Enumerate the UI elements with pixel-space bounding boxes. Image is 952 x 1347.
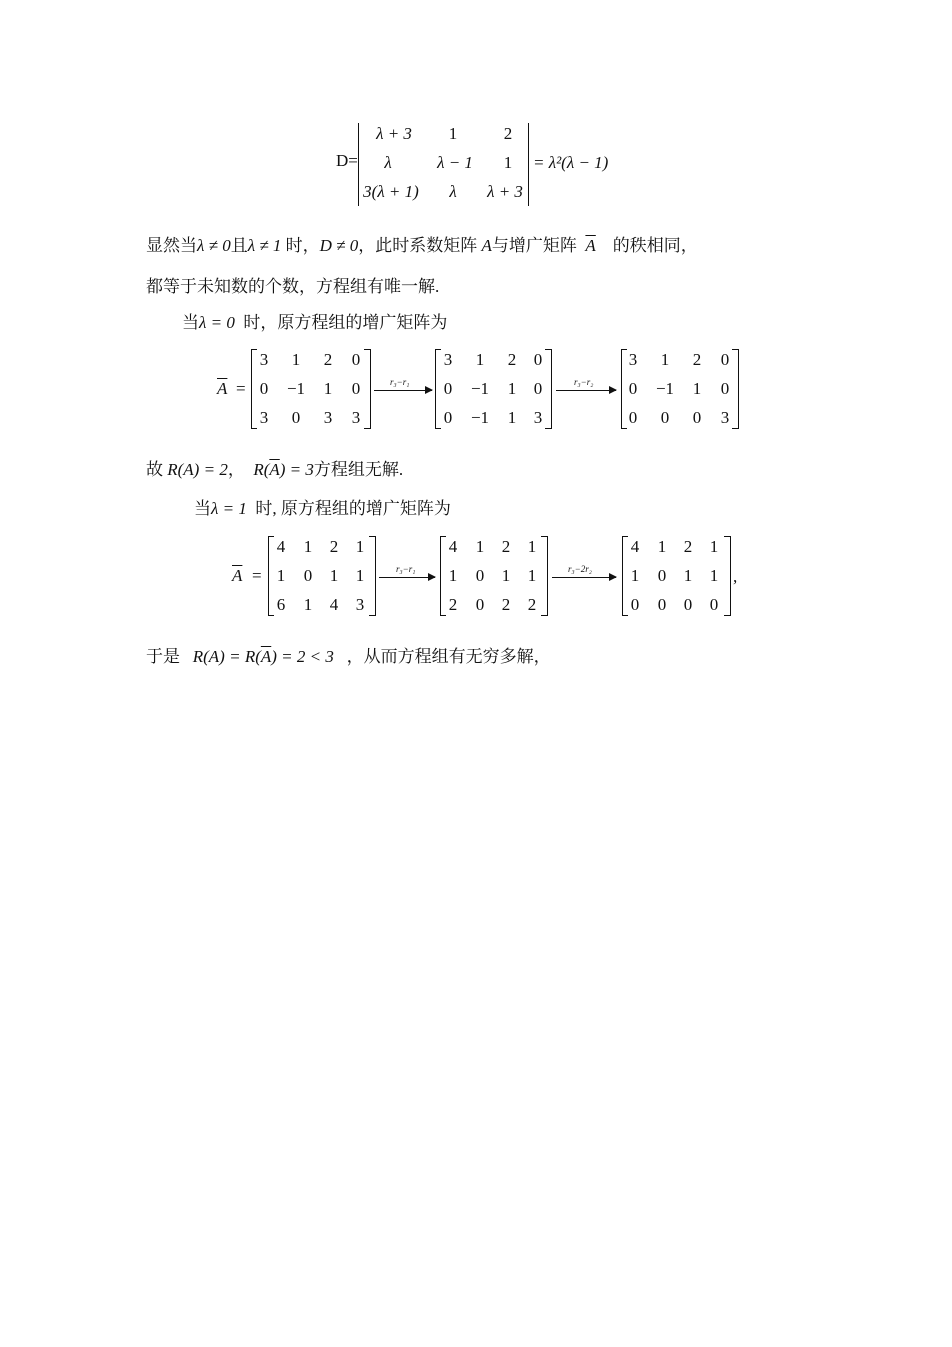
det-cell: λ − 1 (437, 153, 473, 172)
det-rhs: = λ²(λ − 1) (533, 153, 609, 172)
matrix-cell: 1 (355, 537, 365, 556)
matrix-cell: 3 (351, 408, 361, 427)
matrix-cell: 0 (709, 595, 719, 614)
text: 且 (230, 236, 248, 255)
matrix-cell: 6 (276, 595, 286, 614)
trailing-comma: , (733, 567, 738, 586)
math: R( (253, 460, 270, 479)
matrix-cell: 1 (475, 350, 485, 369)
row-op-label: r₃−2r₂ (568, 564, 592, 574)
augmented-A-label: $\overline{A}$ (232, 566, 243, 585)
matrix-cell: 3 (355, 595, 365, 614)
matrix-cell: 0 (303, 566, 313, 585)
text: ，此时系数矩阵 (358, 236, 478, 255)
matrix-cell: 0 (291, 408, 301, 427)
arrow-icon (552, 577, 616, 578)
math: ) = 3 (279, 460, 314, 479)
det-right-bar (528, 123, 529, 206)
matrix-cell: 4 (276, 537, 286, 556)
matrix-cell: −1 (470, 379, 490, 398)
matrix-cell: 3 (628, 350, 638, 369)
text: 显然当 (146, 236, 197, 255)
math: R(A) = R( (192, 647, 261, 666)
matrix-cell: 0 (351, 350, 361, 369)
matrix-cell: 1 (709, 537, 719, 556)
arrow-icon (374, 390, 432, 391)
equals-sign: = (252, 566, 262, 585)
text: 与增广矩阵 (491, 236, 577, 255)
det-cell: 1 (503, 153, 513, 172)
text: 的秩相同， (612, 236, 698, 255)
matrix-cell: 1 (475, 537, 485, 556)
matrix-cell: −1 (655, 379, 675, 398)
case0-conclusion (146, 459, 403, 481)
matrix-cell: 3 (720, 408, 730, 427)
matrix-cell: 0 (628, 408, 638, 427)
matrix-cell: 4 (630, 537, 640, 556)
matrix-cell: 0 (443, 408, 453, 427)
matrix-cell: 1 (355, 566, 365, 585)
matrix-cell: 0 (657, 595, 667, 614)
matrix-cell: 3 (323, 408, 333, 427)
paragraph-unique-solution (146, 235, 698, 257)
matrix-cell: −1 (470, 408, 490, 427)
row-op-label: r₃−r₁ (390, 377, 410, 387)
det-lhs: D= (336, 151, 358, 170)
text: 时，原方程组的增广矩阵为 (243, 313, 448, 332)
matrix-cell: 1 (291, 350, 301, 369)
det-cell: 2 (503, 124, 513, 143)
matrix-cell: 1 (501, 566, 511, 585)
det-cell: 1 (448, 124, 458, 143)
math-lambda-ne-1: λ ≠ 1 (247, 236, 282, 255)
augmented-A-label: $\overline{A}$ (217, 379, 228, 398)
matrix-cell: 2 (329, 537, 339, 556)
case0-heading (182, 312, 447, 334)
paragraph-unique-solution-line2: 都等于未知数的个数，方程组有唯一解. (146, 277, 440, 296)
matrix-cell: 1 (660, 350, 670, 369)
math-lambda-ne-0: λ ≠ 0 (197, 236, 231, 255)
text: 故 (146, 460, 163, 479)
matrix-cell: 1 (303, 537, 313, 556)
matrix-cell: 2 (448, 595, 458, 614)
matrix-cell: 1 (303, 595, 313, 614)
row-op-label: r₃−r₁ (396, 564, 416, 574)
matrix-cell: 2 (683, 537, 693, 556)
matrix-cell: 1 (657, 537, 667, 556)
case1-conclusion (146, 646, 551, 668)
det-cell: λ (384, 153, 392, 172)
arrow-icon (379, 577, 435, 578)
math-A-bar: $\overline{A}$ (585, 236, 596, 255)
matrix-cell: 0 (660, 408, 670, 427)
matrix-cell: 1 (692, 379, 702, 398)
matrix-cell: 3 (259, 408, 269, 427)
matrix-cell: 1 (276, 566, 286, 585)
math-lambda-eq-0: λ = 0 (199, 313, 235, 332)
text: ， (227, 460, 245, 479)
text: 当 (182, 313, 199, 332)
text: 时, 原方程组的增广矩阵为 (255, 499, 451, 518)
matrix-cell: 0 (475, 566, 485, 585)
math-A-bar: $\overline{A}$ (269, 460, 280, 479)
matrix-cell: 0 (657, 566, 667, 585)
math-rank-A: R(A) = 2 (167, 460, 228, 479)
matrix-cell: 2 (501, 595, 511, 614)
matrix-cell: 2 (507, 350, 517, 369)
matrix-cell: 1 (329, 566, 339, 585)
matrix-cell: 0 (683, 595, 693, 614)
math-D-ne-0: D ≠ 0 (319, 236, 359, 255)
det-left-bar (358, 123, 359, 206)
matrix-cell: 2 (692, 350, 702, 369)
det-cell: λ + 3 (487, 182, 523, 201)
matrix-cell: 0 (443, 379, 453, 398)
matrix-cell: −1 (286, 379, 306, 398)
matrix-cell: 1 (683, 566, 693, 585)
matrix-cell: 4 (448, 537, 458, 556)
matrix-cell: 0 (720, 379, 730, 398)
case1-heading (194, 498, 451, 520)
matrix-cell: 0 (533, 379, 543, 398)
det-cell: λ + 3 (376, 124, 412, 143)
matrix-cell: 2 (501, 537, 511, 556)
matrix-cell: 2 (323, 350, 333, 369)
matrix-cell: 0 (351, 379, 361, 398)
math-A-bar: $\overline{A}$ (260, 647, 272, 666)
text: 当 (194, 499, 211, 518)
arrow-icon (556, 390, 616, 391)
matrix-cell: 0 (628, 379, 638, 398)
matrix-cell: 1 (709, 566, 719, 585)
text: 时， (285, 236, 320, 255)
matrix-cell: 3 (443, 350, 453, 369)
math-A: A (481, 236, 492, 255)
matrix-cell: 1 (507, 379, 517, 398)
matrix-cell: 0 (720, 350, 730, 369)
text: 于是 (146, 647, 180, 666)
matrix-cell: 1 (527, 566, 537, 585)
math-lambda-eq-1: λ = 1 (211, 499, 247, 518)
matrix-cell: 4 (329, 595, 339, 614)
matrix-cell: 1 (507, 408, 517, 427)
matrix-cell: 1 (630, 566, 640, 585)
text: 方程组无解. (313, 460, 404, 479)
matrix-cell: 0 (692, 408, 702, 427)
det-cell: 3(λ + 1) (363, 182, 419, 201)
text: ，从而方程组有无穷多解， (346, 647, 551, 666)
matrix-cell: 3 (533, 408, 543, 427)
det-cell: λ (449, 182, 457, 201)
equals-sign: = (236, 379, 246, 398)
matrix-cell: 3 (259, 350, 269, 369)
matrix-cell: 2 (527, 595, 537, 614)
math: ) = 2 < 3 (271, 647, 334, 666)
matrix-cell: 1 (527, 537, 537, 556)
matrix-cell: 1 (323, 379, 333, 398)
row-op-label: r₃−r₂ (574, 377, 594, 387)
matrix-cell: 0 (630, 595, 640, 614)
matrix-cell: 0 (259, 379, 269, 398)
matrix-cell: 0 (475, 595, 485, 614)
matrix-cell: 1 (448, 566, 458, 585)
matrix-cell: 0 (533, 350, 543, 369)
